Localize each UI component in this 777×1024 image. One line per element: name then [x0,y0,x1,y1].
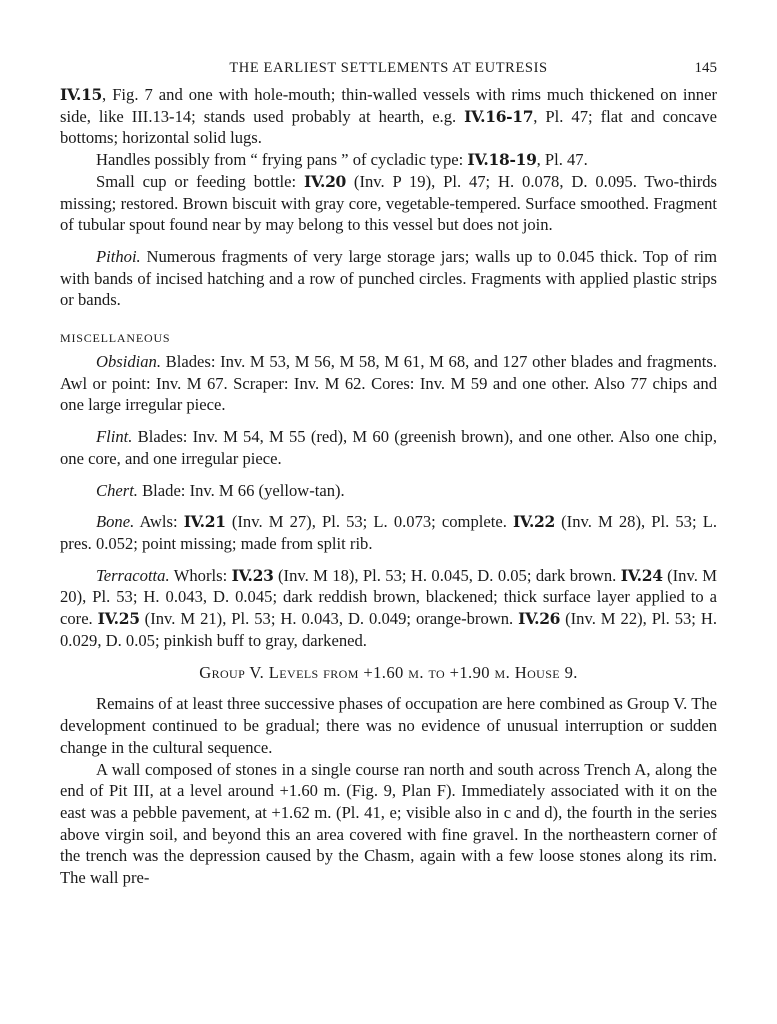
text-run: Small cup or feeding bottle: [96,171,304,191]
paragraph-handles [60,149,717,171]
text-run: Blades: Inv. M 54, M 55 (red), M 60 (greenish brown), and one other. Also one chip, one core, and one irregular piece. [60,427,717,468]
paragraph-small-cup [60,171,717,236]
category-label: Terracotta. [96,565,170,585]
running-title: THE EARLIEST SETTLEMENTS AT EUTRESIS [229,60,548,76]
catalog-ref: IV.26 [518,609,561,629]
section-heading-group-v: Group V. Levels from +1.60 m. to +1.90 m. House 9. [199,663,578,683]
catalog-ref: IV.16-17 [464,106,534,126]
catalog-ref: IV.24 [620,565,663,585]
text-run: (Inv. M 18), Pl. 53; H. 0.045, D. 0.05; dark brown. [273,565,621,585]
paragraph-bone [60,511,717,554]
category-label: Flint. [96,427,133,447]
text-run: (Inv. M 21), Pl. 53; H. 0.043, D. 0.049; orange-brown. [139,609,519,629]
catalog-ref: IV.15 [60,85,103,104]
text-run: (Inv. M 28), Pl. 53; L. pres. 0.052; point missing; made from split rib. [60,512,717,553]
text-run: (Inv. M 27), Pl. 53; L. 0.073; complete. [225,512,513,532]
paragraph-pithoi [60,246,717,311]
category-label: Pithoi. [96,246,141,266]
text-run: (Inv. M 20), Pl. 53; H. 0.043, D. 0.045; dark reddish brown, blackened; thick surface layer applied to a core. [60,565,717,629]
page-number: 145 [694,60,717,76]
text-run: Blade: Inv. M 66 (yellow-tan). [137,480,345,500]
text-run: , Pl. 47; flat and concave bottoms; horizontal solid lugs. [60,106,717,148]
paragraph-flint [60,426,717,469]
text-run: Whorls: [169,565,232,585]
paragraph-group-v-intro: Remains of at least three successive phases of occupation are here combined as Group V. The development continued to be gradual; there was no evidence of unusual interruption or sudden change in the cultural sequence. [60,694,717,757]
text-run: , Pl. 47. [536,150,588,170]
text-run: (Inv. P 19), Pl. 47; H. 0.078, D. 0.095. Two-thirds missing; restored. Brown biscuit with gray core, vegetable-tempered. Surface smoothed. Fragment of tubular spout found near by may belong to this vessel but does not join. [60,171,717,235]
page [60,56,717,889]
text-run: Numerous fragments of very large storage jars; walls up to 0.045 thick. Top of rim with bands of incised hatching and a row of punched circles. Fragments with applied plastic strips or bands. [60,246,717,310]
running-head [60,56,717,84]
text-run: Awls: [134,512,184,532]
paragraph-group-v-wall: A wall composed of stones in a single course ran north and south across Trench A, along the end of Pit III, at a level around +1.60 m. (Fig. 9, Plan F). Immediately associated with it on the east was a pebble pavement, at +1.62 m. (Pl. 41, e; visible also in c and d), the fourth in the series above virgin soil, and beyond this an area covered with fine gravel. In the northeastern corner of the trench was the depression caused by the Chasm, again with a few loose stones along its rim. The wall pre- [60,759,717,888]
text-run: Handles possibly from “ frying pans ” of cycladic type: [96,150,468,170]
text-run: (Inv. M 22), Pl. 53; H. 0.029, D. 0.05; pinkish buff to gray, darkened. [60,609,717,650]
catalog-ref: IV.23 [231,565,274,585]
catalog-ref: IV.18-19 [467,150,537,170]
category-label: Obsidian. [96,352,161,372]
category-label: Chert. [96,480,138,500]
catalog-ref: IV.22 [512,512,556,532]
paragraph-terracotta [60,565,717,652]
catalog-ref: IV.25 [97,609,140,629]
paragraph-chert [60,480,717,502]
text-run: , Fig. 7 and one with hole-mouth; thin-walled vessels with rims much thickened on inner side, like III.13-14; stands used probably at hearth, e.g. [60,85,717,126]
catalog-ref: IV.20 [304,171,347,191]
category-label: Bone. [96,512,135,532]
paragraph-iv15 [60,84,717,149]
section-heading-miscellaneous: MISCELLANEOUS [60,331,171,346]
paragraph-obsidian [60,351,717,416]
text-run: Blades: Inv. M 53, M 56, M 58, M 61, M 68, and 127 other blades and fragments. Awl or point: Inv. M 67. Scraper: Inv. M 62. Cores: Inv. M 59 and one other. Also 77 chips and one large irregular piece. [60,352,717,415]
catalog-ref: IV.21 [183,512,226,532]
